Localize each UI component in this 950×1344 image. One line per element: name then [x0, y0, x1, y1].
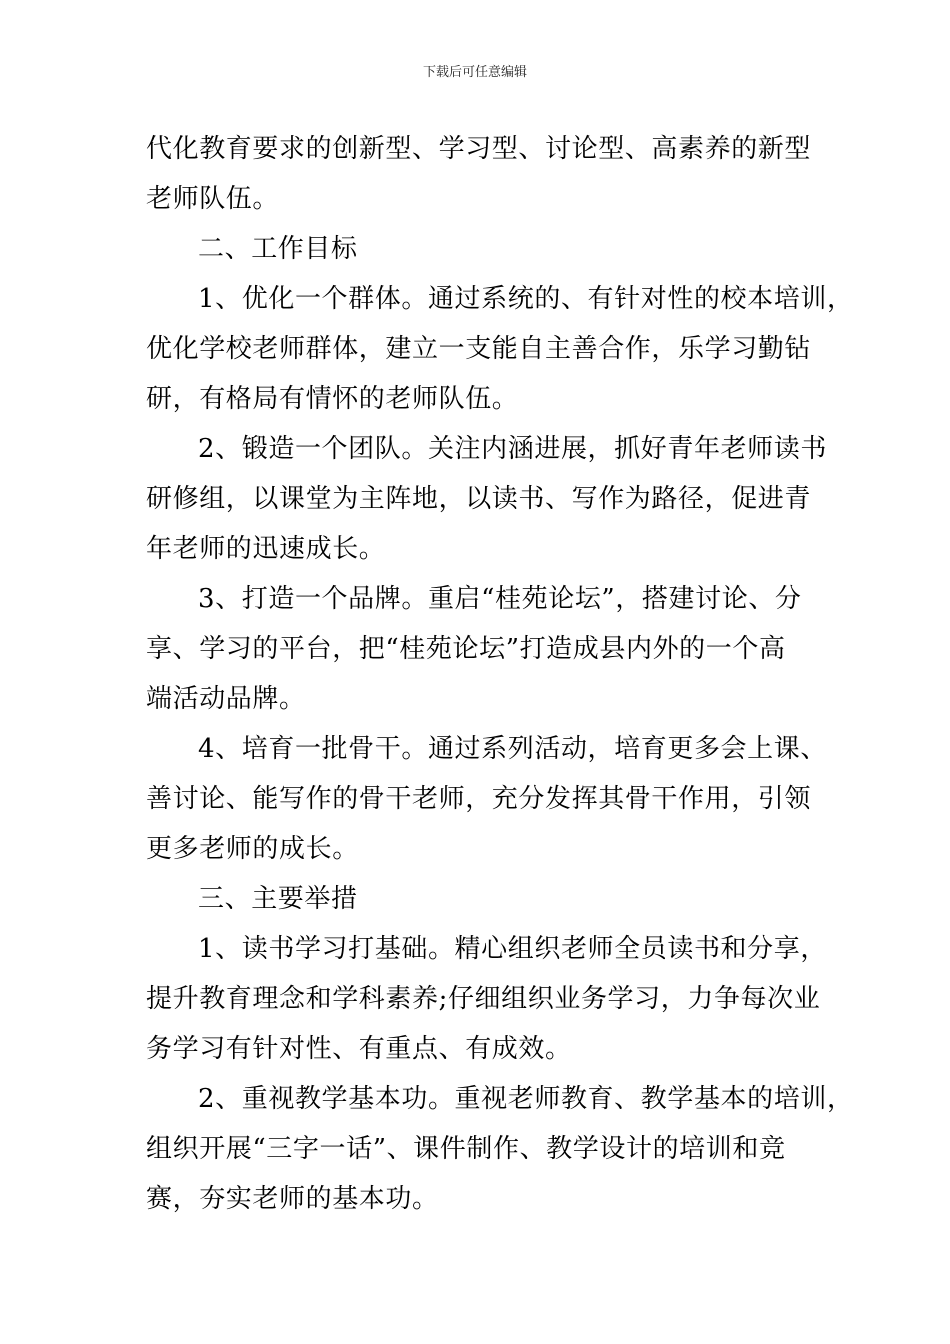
document-body — [146, 124, 854, 1224]
paragraph-line: 1、优化一个群体。通过系统的、有针对性的校本培训， — [198, 284, 854, 314]
paragraph-line: 善讨论、能写作的骨干老师，充分发挥其骨干作用，引领 — [146, 784, 812, 814]
section-heading: 二、工作目标 — [198, 234, 358, 264]
paragraph-line: 赛，夯实老师的基本功。 — [146, 1184, 439, 1214]
paragraph-line: 更多老师的成长。 — [146, 834, 359, 864]
paragraph-line: 4、培育一批骨干。通过系列活动，培育更多会上课、 — [198, 734, 827, 764]
paragraph-line: 3、打造一个品牌。重启“桂苑论坛”，搭建讨论、分 — [198, 584, 802, 614]
paragraph-line: 1、读书学习打基础。精心组织老师全员读书和分享， — [198, 934, 827, 964]
paragraph-line: 研修组，以课堂为主阵地，以读书、写作为路径，促进青 — [146, 484, 812, 514]
paragraph-line: 2、锻造一个团队。关注内涵进展，抓好青年老师读书 — [198, 434, 827, 464]
paragraph-line: 务学习有针对性、有重点、有成效。 — [146, 1034, 572, 1064]
section-heading: 三、主要举措 — [198, 884, 358, 914]
paragraph-line: 端活动品牌。 — [146, 684, 306, 714]
paragraph-line: 组织开展“三字一话”、课件制作、教学设计的培训和竞 — [146, 1134, 786, 1164]
paragraph-line: 优化学校老师群体，建立一支能自主善合作，乐学习勤钻 — [146, 334, 812, 364]
paragraph-line: 代化教育要求的创新型、学习型、讨论型、高素养的新型 — [146, 134, 812, 164]
paragraph-line: 年老师的迅速成长。 — [146, 534, 386, 564]
paragraph-line: 享、学习的平台，把“桂苑论坛”打造成县内外的一个高 — [146, 634, 786, 664]
paragraph-line: 2、重视教学基本功。重视老师教育、教学基本的培训， — [198, 1084, 854, 1114]
paragraph-line: 提升教育理念和学科素养;仔细组织业务学习，力争每次业 — [146, 984, 821, 1014]
page-header: 下载后可任意编辑 — [422, 65, 527, 80]
paragraph-line: 老师队伍。 — [146, 184, 280, 214]
paragraph-line: 研，有格局有情怀的老师队伍。 — [146, 384, 519, 414]
